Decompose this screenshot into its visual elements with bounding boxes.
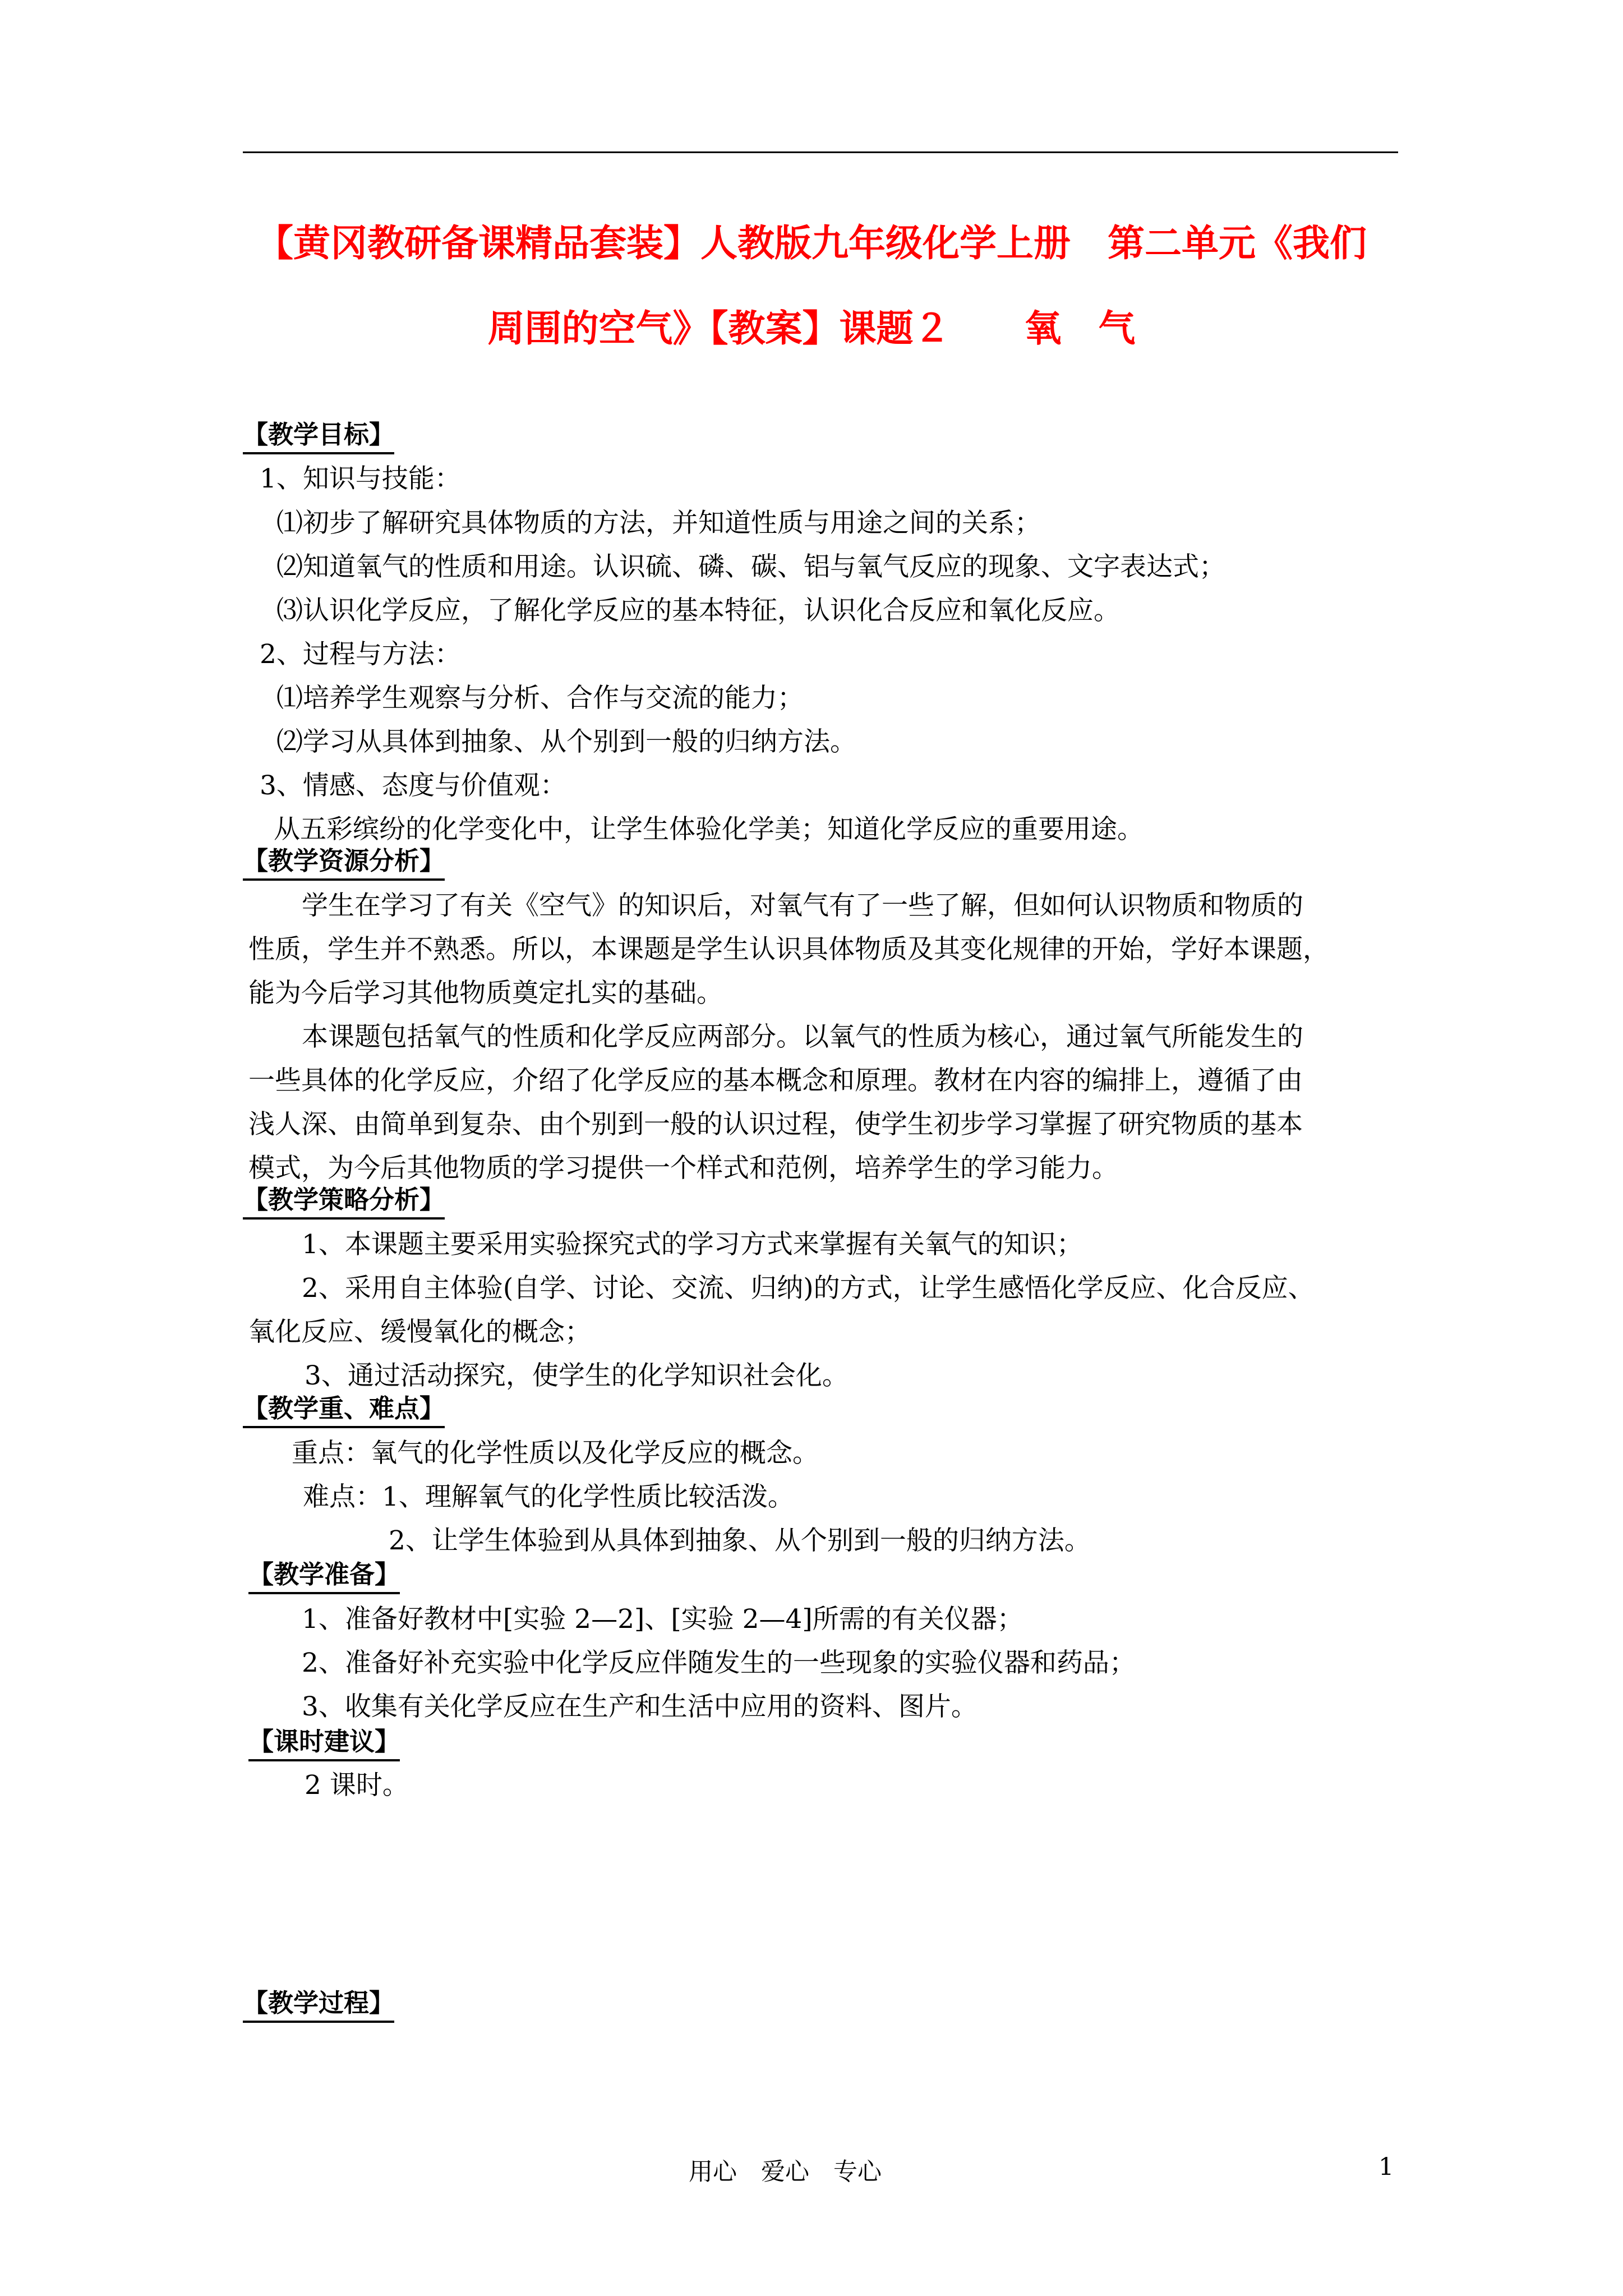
preparation-line: 2、准备好补充实验中化学反应伴随发生的一些现象的实验仪器和药品； [302, 1648, 1136, 1678]
strategy-line: 2、采用自主体验(自学、讨论、交流、归纳)的方式，让学生感悟化学反应、化合反应、 [302, 1273, 1315, 1304]
resources-line: 性质，学生并不熟悉。所以，本课题是学生认识具体物质及其变化规律的开始，学好本课题， [248, 934, 1329, 965]
section-heading-objectives: 【教学目标】 [243, 417, 394, 454]
objectives-line: 从五彩缤纷的化学变化中，让学生体验化学美；知道化学反应的重要用途。 [274, 814, 1144, 845]
keypoints-line: 重点：氧气的化学性质以及化学反应的概念。 [292, 1438, 819, 1469]
document-title-line-1: 【黄冈教研备课精品套装】人教版九年级化学上册 第二单元《我们 [256, 221, 1367, 265]
objectives-line: ⑵学习从具体到抽象、从个别到一般的归纳方法。 [276, 726, 856, 757]
objectives-line: ⑵知道氧气的性质和用途。认识硫、磷、碳、铝与氧气反应的现象、文字表达式； [276, 551, 1225, 582]
objectives-line: 3、情感、态度与价值观： [260, 770, 566, 801]
resources-line: 模式，为今后其他物质的学习提供一个样式和范例，培养学生的学习能力。 [248, 1153, 1118, 1184]
resources-line: 能为今后学习其他物质奠定扎实的基础。 [248, 978, 723, 1009]
resources-line: 学生在学习了有关《空气》的知识后，对氧气有了一些了解，但如何认识物质和物质的 [302, 890, 1303, 921]
objectives-line: ⑴培养学生观察与分析、合作与交流的能力； [276, 683, 804, 714]
section-heading-strategy: 【教学策略分析】 [243, 1182, 445, 1220]
section-heading-process: 【教学过程】 [243, 1986, 394, 2023]
keypoints-line: 2、让学生体验到从具体到抽象、从个别到一般的归纳方法。 [389, 1525, 1091, 1556]
preparation-line: 3、收集有关化学反应在生产和生活中应用的资料、图片。 [302, 1691, 978, 1722]
objectives-line: 2、过程与方法： [260, 639, 461, 670]
hours-line: 2 课时。 [305, 1770, 409, 1801]
header-rule [243, 151, 1398, 153]
objectives-line: ⑶认识化学反应，了解化学反应的基本特征，认识化合反应和氧化反应。 [276, 595, 1120, 626]
resources-line: 一些具体的化学反应，介绍了化学反应的基本概念和原理。教材在内容的编排上，遵循了由 [248, 1065, 1303, 1096]
strategy-line: 1、本课题主要采用实验探究式的学习方式来掌握有关氧气的知识； [302, 1229, 1083, 1260]
document-title-line-2: 周围的空气》【教案】课题２ 氧 气 [487, 306, 1136, 350]
section-heading-preparation: 【教学准备】 [248, 1557, 400, 1594]
section-heading-keypoints: 【教学重、难点】 [243, 1391, 445, 1428]
keypoints-line: 难点：1、理解氧气的化学性质比较活泼。 [303, 1481, 794, 1512]
objectives-line: ⑴初步了解研究具体物质的方法，并知道性质与用途之间的关系； [276, 508, 1041, 539]
preparation-line: 1、准备好教材中[实验 2—2]、[实验 2—4]所需的有关仪器； [302, 1604, 1023, 1635]
resources-line: 浅人深、由简单到复杂、由个别到一般的认识过程，使学生初步学习掌握了研究物质的基本 [248, 1109, 1303, 1140]
strategy-line: 氧化反应、缓慢氧化的概念； [248, 1317, 591, 1347]
strategy-line: 3、通过活动探究，使学生的化学知识社会化。 [305, 1360, 849, 1391]
resources-line: 本课题包括氧气的性质和化学反应两部分。以氧气的性质为核心，通过氧气所能发生的 [302, 1022, 1303, 1052]
page-number: 1 [1378, 2153, 1394, 2181]
objectives-line: 1、知识与技能： [260, 463, 461, 494]
footer-motto: 用心 爱心 专心 [689, 2158, 882, 2186]
section-heading-resources: 【教学资源分析】 [243, 844, 445, 881]
section-heading-hours: 【课时建议】 [248, 1724, 400, 1761]
